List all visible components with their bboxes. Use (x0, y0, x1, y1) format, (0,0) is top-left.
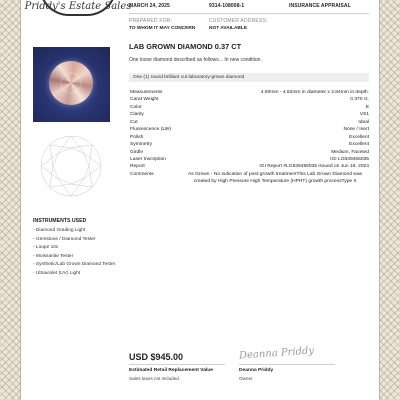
item-title: LAB GROWN DIAMOND 0.37 CT (129, 42, 242, 51)
spec-label: Symmetry (130, 142, 153, 148)
spec-label: Girdle (130, 149, 144, 155)
spec-row (129, 134, 369, 141)
item-description-band: One (1) round brilliant cut laboratory-grown diamond (129, 73, 369, 82)
spec-value: IGI Report #LG639455035 issued on Jun 18, 2024 (259, 164, 369, 170)
spec-label: Fluorescence (LW) (130, 127, 171, 133)
diamond-stone-image (49, 61, 93, 105)
spec-row (129, 156, 369, 163)
report-number: 9314-108008-1 (209, 3, 245, 9)
instrument-item: - Synthetic/Lab Grown Diamond Tester (33, 262, 116, 268)
instrument-item: - Diamond Grading Light (33, 228, 86, 233)
appraisal-type: INSURANCE APPRAISAL (289, 3, 351, 9)
spec-row (129, 149, 369, 156)
spec-value: E (365, 104, 369, 110)
customer-address-value: NOT AVAILABLE (209, 26, 248, 31)
spec-label: Color (130, 104, 142, 110)
spec-row (129, 119, 369, 126)
spec-label: Clarity (130, 112, 144, 118)
spec-label: Report (130, 164, 145, 170)
instruments-title: INSTRUMENTS USED (33, 218, 87, 224)
price-label: Estimated Retail Replacement Value (129, 368, 213, 373)
spec-value: Excellent (349, 134, 369, 140)
instruments-list (33, 227, 115, 279)
spec-row (129, 111, 369, 118)
prepared-for-value: TO WHOM IT MAY CONCERN (129, 26, 196, 31)
comments-label: Comments (130, 171, 154, 177)
owner-signature: Deanna Priddy (238, 345, 315, 362)
price-divider (129, 364, 225, 365)
header-divider (129, 13, 369, 14)
diamond-photo (33, 47, 110, 122)
spec-row (129, 163, 369, 170)
instrument-item: - Moissanite Tester (33, 253, 74, 259)
spec-label: Laser Inscription (130, 156, 166, 162)
spec-row (129, 89, 369, 96)
specifications-table (129, 89, 369, 185)
spec-label: Cut (130, 119, 138, 125)
owner-name: Deanna Priddy (239, 368, 274, 373)
comments-value: As Grown - No indication of post-growth treatmentThis Lab Grown Diamond was created by High Pressure High Temperature (HPHT) growth processType II (188, 171, 362, 185)
signature-divider (239, 364, 335, 365)
round-brilliant-diagram-icon (39, 134, 103, 198)
item-subtitle: One loose diamond described as follows... In new condition. (129, 57, 262, 63)
spec-row (129, 104, 369, 111)
instrument-item: - Gemstone / Diamond Tester (33, 236, 96, 242)
spec-label: Polish (130, 134, 144, 140)
logo-text: Priddy's Estate Sales (24, 1, 132, 12)
spec-row (129, 126, 369, 133)
instrument-item: - Loupe 10x (33, 245, 59, 251)
company-logo (24, 0, 132, 16)
spec-value: Ideal (358, 119, 369, 125)
prepared-for-label: PREPARED FOR: (129, 18, 173, 24)
spec-value: IGI LG639455035 (330, 156, 369, 162)
appraisal-sheet (20, 0, 380, 400)
spec-value: Medium, Faceted (331, 149, 369, 155)
customer-address-label: CUSTOMER ADDRESS: (209, 18, 268, 24)
spec-value: VS1 (359, 112, 369, 118)
spec-value: None / Inert (343, 127, 369, 133)
instrument-item: - Ultraviolet (UV) Light (33, 270, 81, 276)
spec-row (129, 96, 369, 103)
spec-value: Excellent (349, 142, 369, 148)
spec-row (129, 141, 369, 148)
spec-value: 4.60mm - 4.62mm in diameter x 2.84mm in depth. (260, 90, 369, 95)
appraisal-date: MARCH 24, 2025 (129, 3, 170, 9)
appraised-price: USD $945.00 (129, 352, 184, 362)
spec-value: 0.370 ct. (350, 97, 369, 103)
spec-label: Measurements (130, 90, 163, 95)
spec-label: Carat Weight (130, 97, 159, 103)
price-note: Sales taxes not included. (129, 376, 181, 381)
owner-role: Owner (239, 376, 253, 381)
